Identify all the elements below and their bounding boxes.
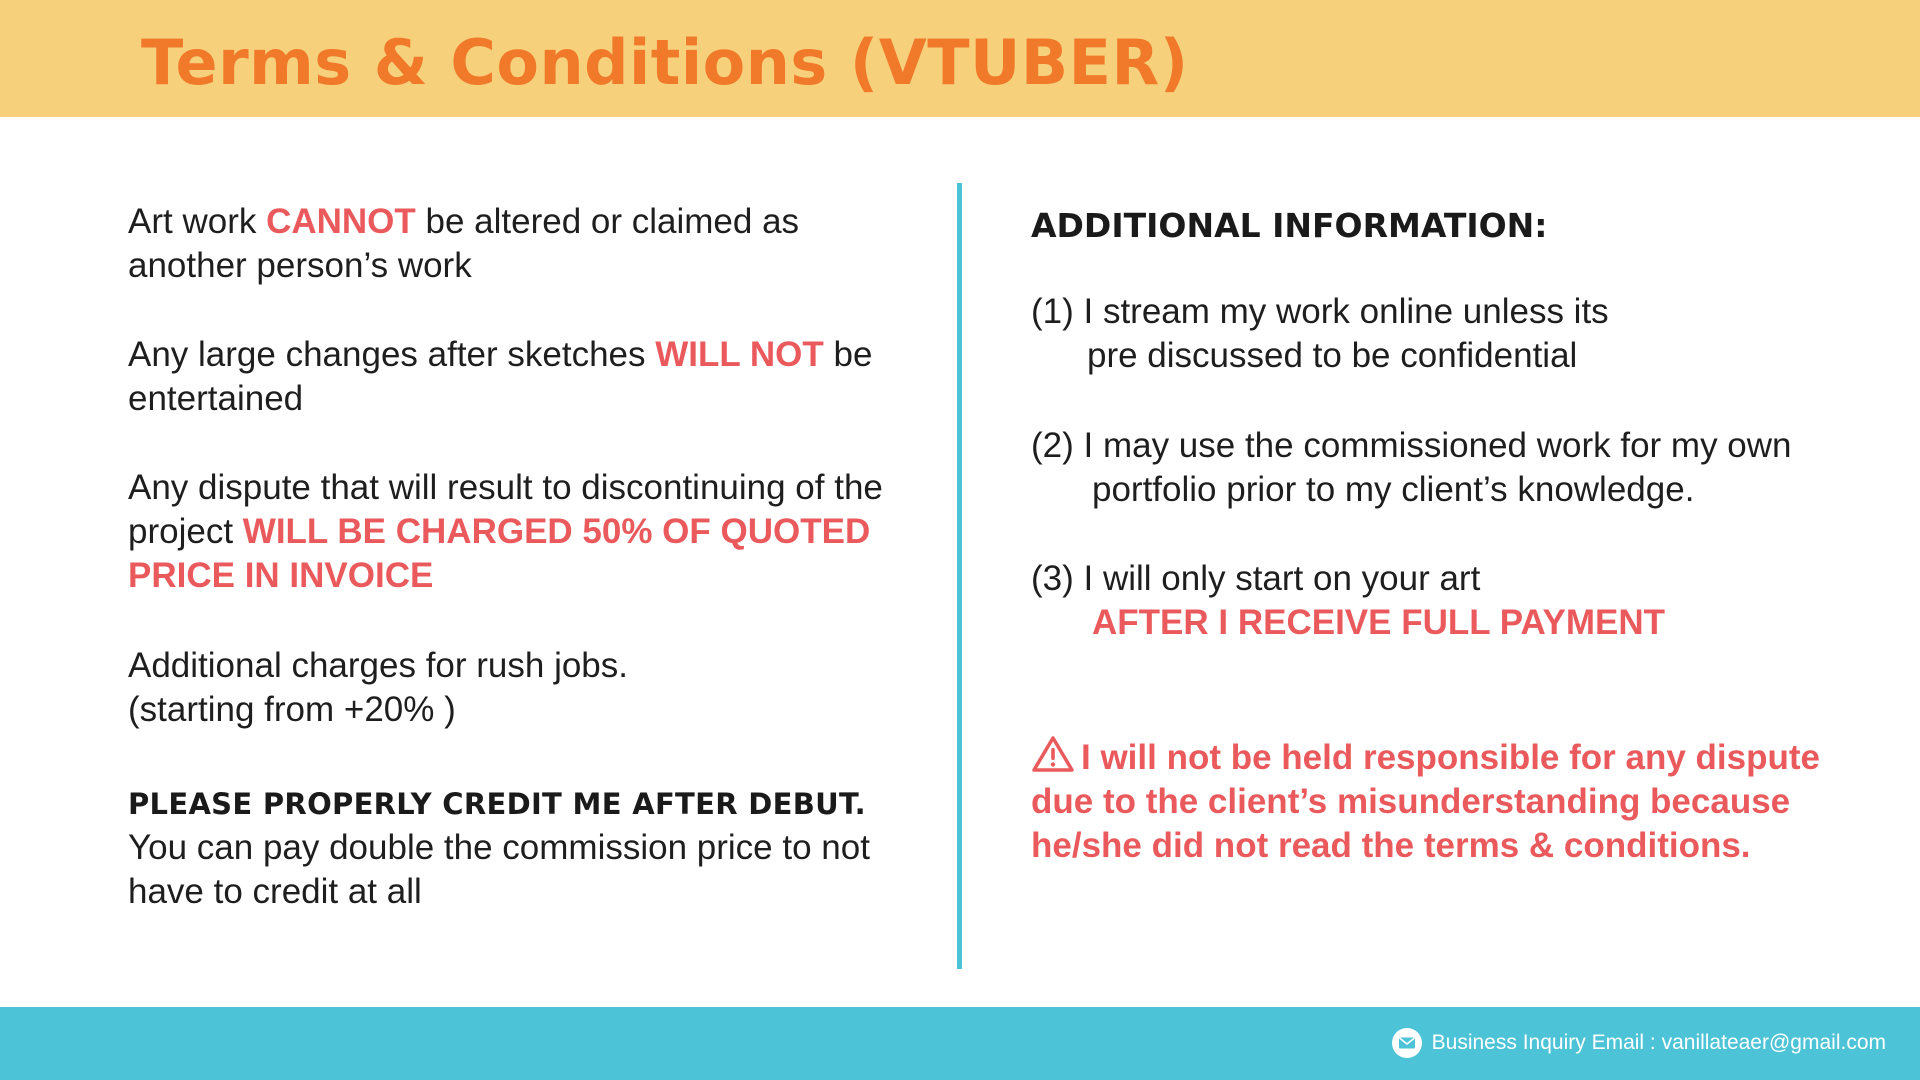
term-highlight: CANNOT	[266, 202, 416, 241]
business-email	[1391, 1027, 1886, 1059]
term-text: be entertained	[128, 335, 873, 418]
term-rush	[128, 644, 628, 732]
info-text: pre discussed to be confidential	[1087, 336, 1578, 375]
column-divider	[957, 183, 962, 969]
info-text: (3) I will only start on your art	[1031, 559, 1481, 598]
term-text: Additional charges for rush jobs.	[128, 646, 628, 685]
additional-info-title: ADDITIONAL INFORMATION:	[1031, 206, 1548, 245]
info-item	[1031, 557, 1665, 645]
warning-triangle-icon	[1031, 735, 1075, 773]
term-alteration	[128, 200, 888, 288]
info-item	[1031, 290, 1609, 378]
term-changes	[128, 333, 888, 421]
info-text: (2) I may use the commissioned work for my own	[1031, 426, 1792, 465]
term-highlight: WILL BE CHARGED 50% OF QUOTED PRICE IN INVOICE	[128, 512, 871, 595]
term-text: Art work	[128, 202, 267, 241]
term-dispute	[128, 466, 888, 598]
term-text: Any dispute that will result to discontinuing of the project	[128, 468, 883, 551]
mail-icon	[1391, 1027, 1423, 1059]
term-highlight: WILL NOT	[655, 335, 824, 374]
page-title: Terms & Conditions (VTUBER)	[141, 26, 1189, 99]
credit-heading: PLEASE PROPERLY CREDIT ME AFTER DEBUT.	[128, 787, 866, 821]
business-email-text: Business Inquiry Email : vanillateaer@gmail.com	[1431, 1031, 1886, 1054]
warning-text: I will not be held responsible for any dispute due to the client’s misunderstanding because he/she did not read the terms & conditions.	[1031, 738, 1820, 865]
term-text: (starting from +20% )	[128, 690, 456, 729]
info-highlight: AFTER I RECEIVE FULL PAYMENT	[1092, 603, 1666, 642]
warning-notice	[1031, 735, 1891, 868]
header-bar	[0, 0, 1920, 117]
term-text: Any large changes after sketches	[128, 335, 656, 374]
footer-bar	[0, 1007, 1920, 1080]
term-text: be altered or claimed as another person’s work	[128, 202, 800, 285]
term-credit	[128, 782, 888, 914]
info-text: (1) I stream my work online unless its	[1031, 292, 1609, 331]
term-text: You can pay double the commission price to not have to credit at all	[128, 828, 870, 911]
info-text: portfolio prior to my client’s knowledge.	[1092, 470, 1695, 509]
info-item	[1031, 424, 1792, 512]
